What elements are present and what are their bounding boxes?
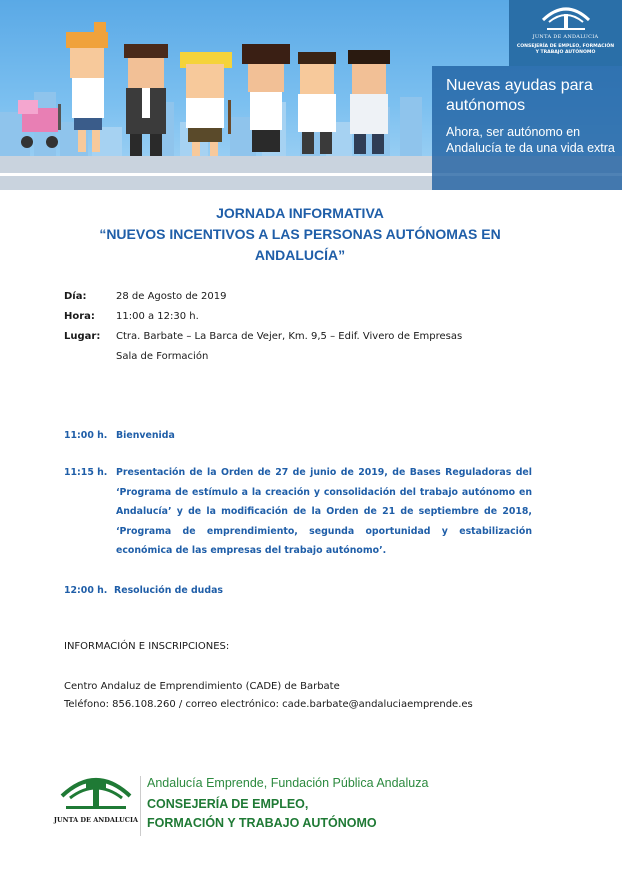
time-label: Hora: — [64, 311, 95, 322]
program-text: Resolución de dudas — [114, 585, 223, 596]
contact-heading: INFORMACIÓN E INSCRIPCIONES: — [64, 641, 230, 652]
program-item — [64, 581, 534, 601]
room-value: Sala de Formación — [116, 351, 209, 362]
contact-center: Centro Andaluz de Emprendimiento (CADE) de Barbate — [64, 681, 340, 692]
promo-box — [432, 66, 622, 190]
junta-brand-box — [509, 0, 622, 66]
program-item — [64, 463, 534, 561]
header-banner — [0, 0, 622, 190]
junta-andalucia-footer-logo-icon — [56, 772, 136, 812]
promo-subtitle: Ahora, ser autónomo en Andalucía te da una vida extra — [446, 125, 615, 155]
day-value: 28 de Agosto de 2019 — [116, 291, 227, 302]
brand-logo-text: JUNTA DE ANDALUCIA — [532, 34, 599, 40]
program-text: Presentación de la Orden de 27 de junio de 2019, de Bases Reguladoras del ‘Programa de estímulo a la creación y consolidación del trabajo autónomo en Andalucía’ y de la modificación de la Orden de 21 de septiembre de 2018, ‘Programa de emprendimiento, segunda oportunidad y estabilización económica de las empresas del trabajo autónomo’. — [116, 467, 532, 556]
footer-organization: Andalucía Emprende, Fundación Pública Andaluza — [147, 776, 429, 790]
document-title — [50, 203, 550, 266]
event-time-row — [64, 309, 462, 329]
footer-divider — [140, 776, 141, 836]
title-line-1: JORNADA INFORMATIVA — [216, 205, 384, 221]
event-day-row — [64, 289, 462, 309]
brand-department: CONSEJERÍA DE EMPLEO, FORMACIÓN Y TRABAJO AUTÓNOMO — [516, 44, 615, 55]
footer-logo-text: JUNTA DE ANDALUCIA — [53, 816, 139, 824]
time-value: 11:00 a 12:30 h. — [116, 311, 199, 322]
program-time: 11:00 h. — [64, 430, 108, 441]
contact-phone-email: Teléfono: 856.108.260 / correo electrónico: cade.barbate@andaluciaemprende.es — [64, 699, 473, 710]
day-label: Día: — [64, 291, 87, 302]
title-line-2: “NUEVOS INCENTIVOS A LAS PERSONAS AUTÓNOMAS EN — [99, 226, 501, 242]
program-item — [64, 426, 534, 446]
program-time: 12:00 h. — [64, 585, 108, 596]
place-value: Ctra. Barbate – La Barca de Vejer, Km. 9,5 – Edif. Vivero de Empresas — [116, 331, 463, 342]
promo-title: Nuevas ayudas para autónomos — [446, 77, 593, 114]
footer-department: CONSEJERÍA DE EMPLEO, FORMACIÓN Y TRABAJO AUTÓNOMO — [147, 797, 377, 830]
title-line-3: ANDALUCÍA” — [254, 247, 346, 263]
stroller-icon — [18, 100, 61, 148]
place-label: Lugar: — [64, 331, 101, 342]
event-place-row — [64, 329, 462, 349]
event-details — [64, 289, 462, 369]
junta-andalucia-logo-icon — [539, 4, 593, 32]
program-text: Bienvenida — [116, 430, 175, 441]
pixel-people-illustration — [0, 0, 440, 190]
program-time: 11:15 h. — [64, 467, 108, 478]
